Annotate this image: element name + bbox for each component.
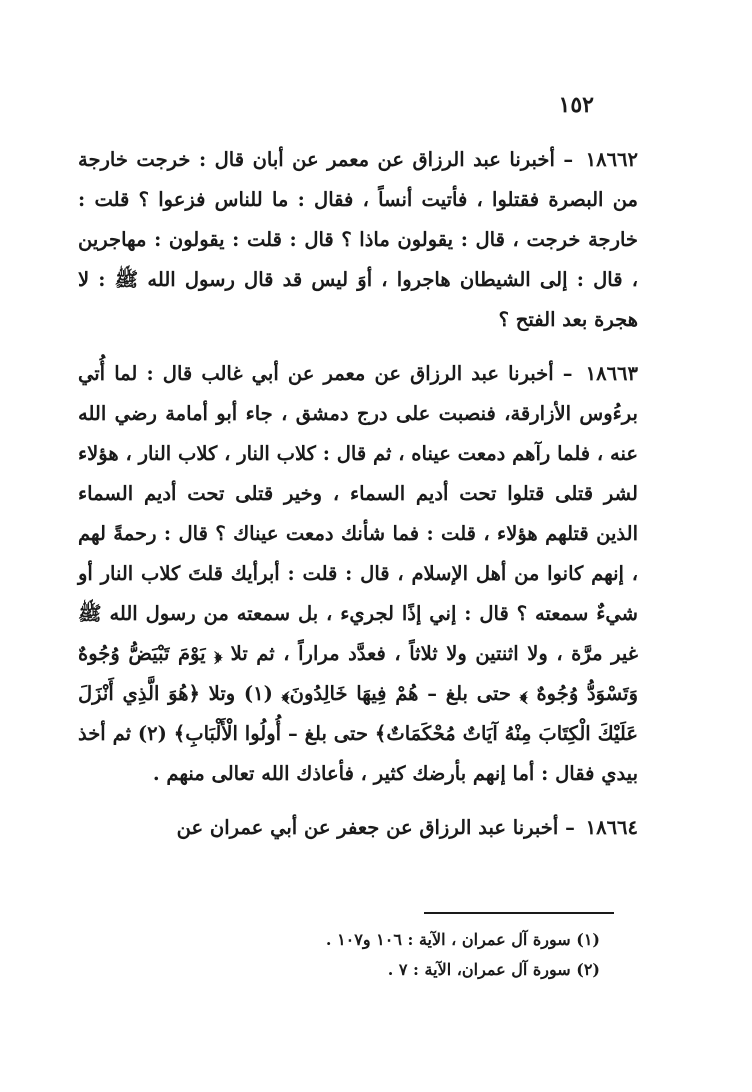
hadith-number: ١٨٦٦٤ [585,816,638,839]
footnote-item: (٢) سورة آل عمران، الآية : ٧ . [387,960,600,979]
hadith-text: – أخبرنا عبد الرزاق عن معمر عن أبان قال : خرجت خارجة من البصرة فقتلوا ، فأتيت أنساً ، فقال : ما للناس فزعوا ؟ قلت : خارجة خرجت ، قال : يقولون ماذا ؟ قال : قلت : يقولون : مهاجرين ، قال : إلى الشيطان هاجروا ، أوَ ليس قد قال رسول الله ﷺ : لا هجرة بعد الفتح ؟ [78,148,638,331]
hadith-text: – أخبرنا عبد الرزاق عن معمر عن أبي غالب قال : لما أُتي برءُوس الأزارقة، فنصبت على درج دمشق ، جاء أبو أمامة رضي الله عنه ، فلما رآهم دمعت عيناه ، ثم قال : كلاب النار ، كلاب النار ، هؤلاء لشر قتلى قتلوا تحت أديم السماء ، وخير قتلى تحت أديم السماء الذين قتلهم هؤلاء ، قلت : فما شأنك دمعت عيناك ؟ قال : رحمةً لهم ، إنهم كانوا من أهل الإسلام ، قال : قلت : أبرأيك قلتَ كلاب النار أو شيءٌ سمعته ؟ قال : إني إذًا لجريء ، بل سمعته من رسول الله ﷺ غير مرَّة ، ولا اثنتين ولا ثلاثاً ، فعدَّد مراراً ، ثم تلا ﴿ يَوْمَ تَبْيَضُّ وُجُوهٌ وَتَسْوَدُّ وُجُوهٌ ﴾ حتى بلغ – هُمْ فِيهَا خَالِدُونَ﴾ (١) وتلا ﴿هُوَ الَّذِي أَنْزَلَ عَلَيْكَ الْكِتَابَ مِنْهُ آيَاتٌ مُحْكَمَاتٌ﴾ حتى بلغ – أُولُوا الْأَلْبَابِ﴾ (٢) ثم أخذ بيدي فقال : أما إنهم بأرضك كثير ، فأعاذك الله تعالى منهم . [78,362,639,785]
page-number: ١٥٢ [558,92,594,118]
footnote-item: (١) سورة آل عمران ، الآية : ١٠٦ و١٠٧ . [325,930,600,949]
hadith-text: – أخبرنا عبد الرزاق عن جعفر عن أبي عمران عن [176,816,575,839]
hadith-number: ١٨٦٦٢ [585,148,639,171]
hadith-paragraph [78,354,638,794]
footnotes [120,925,600,985]
hadith-number: ١٨٦٦٣ [585,362,638,385]
footnote-divider [424,912,614,914]
body-text [78,140,638,862]
hadith-paragraph [78,140,638,340]
hadith-paragraph [78,808,638,848]
